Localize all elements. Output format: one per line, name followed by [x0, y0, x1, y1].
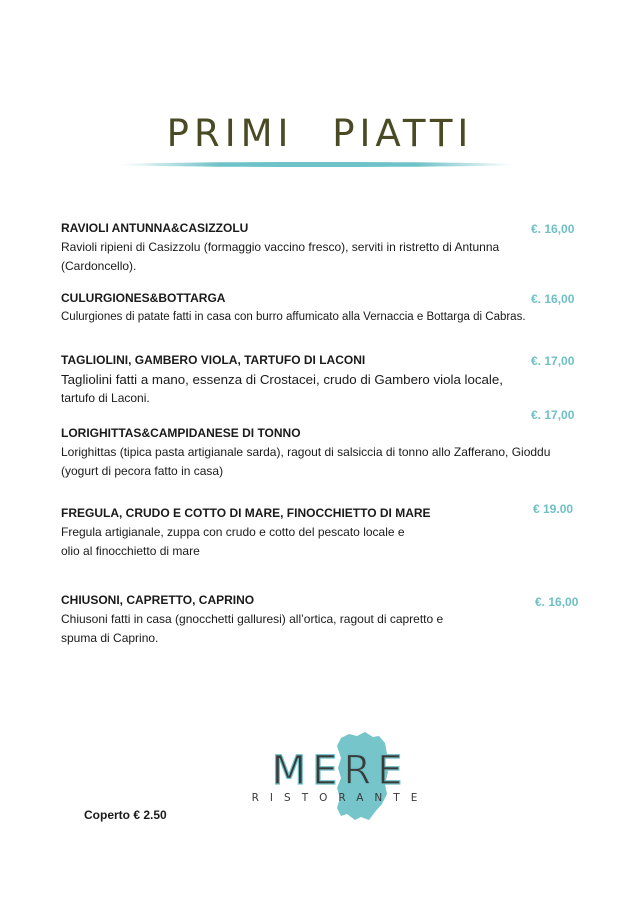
dish-name: FREGULA, CRUDO E COTTO DI MARE, FINOCCHIETTO DI MARE: [61, 506, 431, 520]
dish-name: RAVIOLI ANTUNNA&CASIZZOLU: [61, 221, 249, 235]
dish-description: [61, 610, 586, 648]
cover-charge: Coperto € 2.50: [84, 808, 167, 822]
dish-price: €. 17,00: [531, 408, 575, 422]
dish-description: [61, 238, 586, 276]
logo-subtitle: RISTORANTE: [251, 792, 429, 804]
dish-name: TAGLIOLINI, GAMBERO VIOLA, TARTUFO DI LACONI: [61, 353, 366, 367]
dish-description-line: Ravioli ripieni di Casizzolu (formaggio vaccino fresco), serviti in ristretto di Antunna: [61, 240, 500, 254]
dish-description: [61, 443, 586, 481]
logo-name: MERE: [271, 748, 409, 794]
dish-description-line: Chiusoni fatti in casa (gnocchetti galluresi) all’ortica, ragout di capretto e: [61, 612, 444, 626]
dish-description-line: Lorighittas (tipica pasta artigianale sarda), ragout di salsiccia di tonno allo Zafferano, Gioddu: [61, 445, 551, 459]
dish-price: €. 16,00: [535, 595, 579, 609]
dish-price: € 19.00: [533, 502, 574, 516]
page-title: PRIMI PIATTI: [166, 112, 474, 155]
menu-item: [61, 220, 586, 276]
dish-description-line: Tagliolini fatti a mano, essenza di Crostacei, crudo di Gambero viola locale,: [61, 372, 503, 387]
dish-name: LORIGHITTAS&CAMPIDANESE DI TONNO: [61, 426, 301, 440]
menu-item: [61, 425, 586, 481]
dish-description-line: (yogurt di pecora fatto in casa): [61, 464, 224, 478]
dish-name: CHIUSONI, CAPRETTO, CAPRINO: [61, 593, 255, 607]
dish-description-line: (Cardoncello).: [61, 259, 137, 273]
dish-name: CULURGIONES&BOTTARGA: [61, 291, 226, 305]
title-divider: [120, 162, 515, 167]
dish-description-line: spuma di Caprino.: [61, 631, 159, 645]
dish-description-line: Fregula artigianale, zuppa con crudo e cotto del pescato locale e: [61, 525, 405, 539]
dish-price: €. 16,00: [531, 292, 575, 306]
dish-description: [61, 308, 586, 327]
dish-description-line: olio al finocchietto di mare: [61, 544, 200, 558]
menu-item: [61, 352, 586, 408]
dish-description: [61, 523, 586, 561]
dish-price: €. 17,00: [531, 354, 575, 368]
restaurant-logo: [245, 728, 435, 823]
menu-item: [61, 505, 586, 561]
dish-description: [61, 370, 586, 408]
dish-price: €. 16,00: [531, 222, 575, 236]
dish-description-line: Culurgiones di patate fatti in casa con burro affumicato alla Vernaccia e Bottarga di Cabras.: [61, 311, 526, 323]
menu-item: [61, 290, 586, 327]
dish-description-line: tartufo di Laconi.: [61, 391, 150, 405]
menu-item: [61, 592, 586, 648]
logo-wordmark: [245, 728, 435, 823]
